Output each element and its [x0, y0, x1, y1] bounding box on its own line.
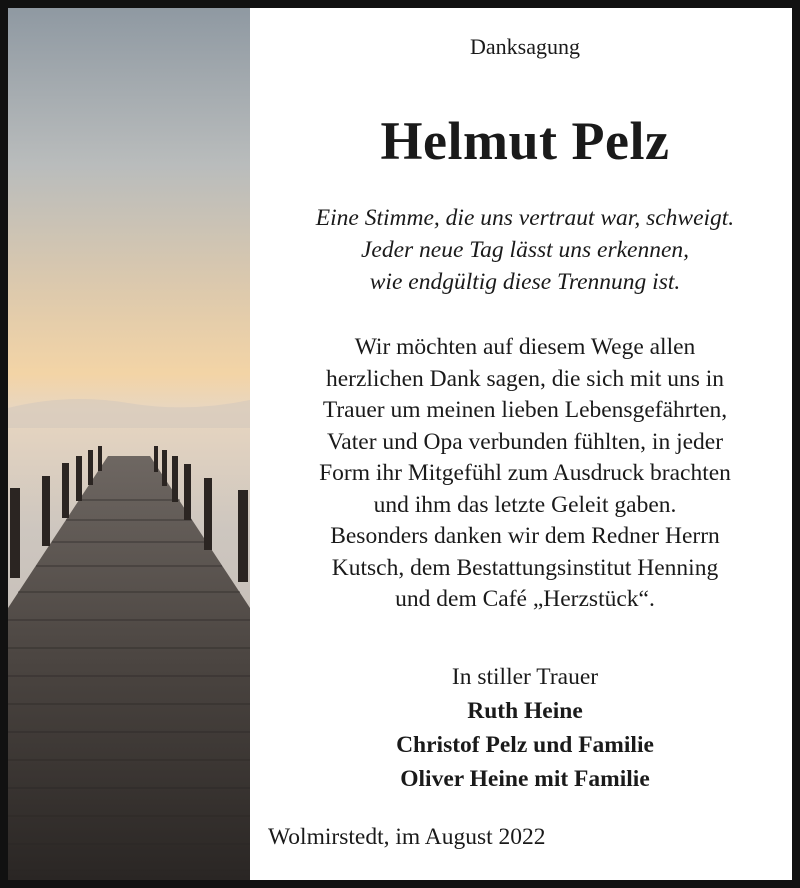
obituary-card: [8, 8, 792, 880]
body-line: und dem Café „Herzstück“.: [395, 586, 655, 612]
jetty-sunset-photo: [8, 8, 250, 880]
verse-line: Eine Stimme, die uns vertraut war, schweigt.: [315, 205, 735, 231]
body-line: Form ihr Mitgefühl zum Ausdruck brachten: [319, 460, 731, 486]
mourner-name: Christof Pelz und Familie: [396, 732, 654, 758]
place-date: Wolmirstedt, im August 2022: [268, 824, 546, 850]
verse-line: Jeder neue Tag lässt uns erkennen,: [360, 237, 690, 263]
mourner-name: Oliver Heine mit Familie: [400, 766, 650, 792]
notice-text-column: [258, 8, 792, 880]
body-line: Wir möchten auf diesem Wege allen: [354, 334, 696, 360]
notice-label: Danksagung: [470, 34, 580, 59]
body-line: herzlichen Dank sagen, die sich mit uns in: [325, 365, 725, 392]
mourner-name: Ruth Heine: [467, 698, 583, 724]
mourners-block: [258, 660, 792, 796]
deceased-name: Helmut Pelz: [380, 111, 670, 171]
memorial-verse: [258, 202, 792, 298]
thanks-paragraph: [258, 332, 792, 616]
body-line: Besonders danken wir dem Redner Herrn: [330, 523, 720, 549]
mourning-intro: In stiller Trauer: [451, 664, 599, 690]
body-line: Trauer um meinen lieben Lebensgefährten,: [322, 397, 728, 423]
body-line: Vater und Opa verbunden fühlten, in jeder: [326, 428, 724, 455]
body-line: und ihm das letzte Geleit gaben.: [373, 491, 677, 518]
body-line: Kutsch, dem Bestattungsinstitut Henning: [331, 554, 719, 581]
verse-line: wie endgültig diese Trennung ist.: [369, 269, 681, 295]
